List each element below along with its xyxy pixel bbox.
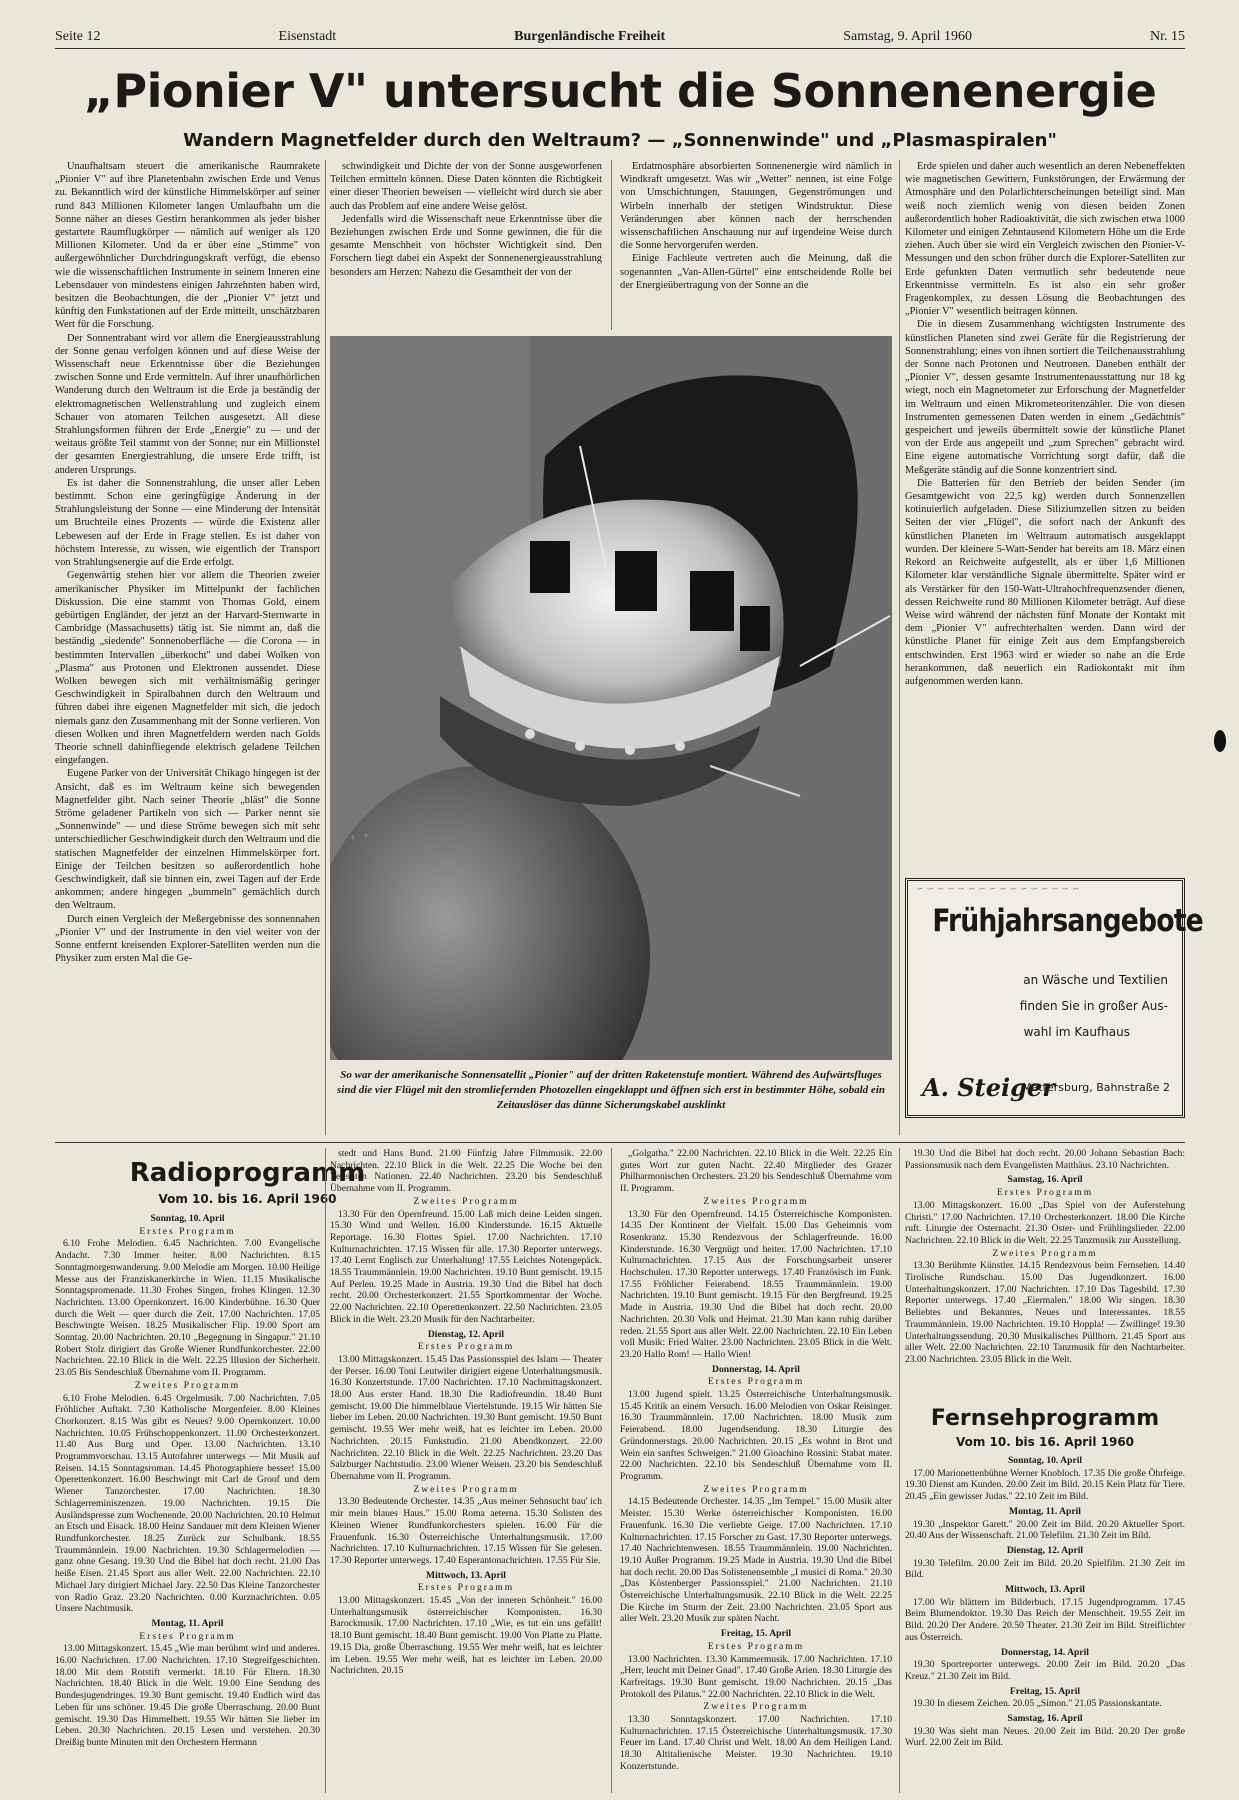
schedule-listing: 13.00 Mittagskonzert. 15.45 „Von der inneren Schönheit." 16.00 Unterhaltungsmusik österreichischer Komponisten. 16.30 Barockmusik. 17.00 Nachrichten. 17.10 „Wie, es tut ein uns gefällt! 18.10 Bunt gemischt. 18.40 Bunt gemischt. 19.00 Von Platte zu Platte. 19.15 Dia, große Überraschung. 19.55 Wer mehr weiß, hat es leichter im Leben. 19.55 Wer mehr weiß, hat es leichter im Leben. 20.00 Nachrichten. 20.15	[330, 1595, 602, 1677]
city: Eisenstadt	[278, 29, 337, 44]
radio-program-dates: Vom 10. bis 16. April 1960	[158, 1192, 337, 1206]
schedule-program-heading: Zweites Programm	[134, 1379, 241, 1391]
schedule-listing: 19.30 In diesem Zeichen. 20.05 „Simon." 21.05 Passionskantate.	[913, 1698, 1162, 1710]
column-divider	[611, 160, 612, 330]
schedule-listing: stedt und Hans Bund. 21.00 Fünfzig Jahre Filmmusik. 22.00 Nachrichten. 22.10 Blick in die Welt. 22.25 Die Woche bei den Vereinten Nationen. 22.40 Nachrichten. 23.20 bis Sendeschluß Übernahme vom II. Programm.	[330, 1148, 602, 1195]
tv-program-dates: Vom 10. bis 16. April 1960	[955, 1435, 1135, 1449]
schedule-program-heading: Zweites Programm	[413, 1483, 519, 1495]
schedule-day-heading: Donnerstag, 14. April	[1001, 1646, 1089, 1658]
ad-line-2: finden Sie in großer Aus-	[1019, 999, 1168, 1013]
column-divider	[899, 160, 900, 1135]
photo-caption: So war der amerikanische Sonnensatellit „Pionier" auf der dritten Raketenstufe montiert. Während des Aufwärtsfluges sind die vier Flügel mit den stromliefernden Photozellen eingeklappt und öffnen sich erst in bestimmter Höhe, sobald ein Zeitauslöser das dünne Sicherungskabel ausklinkt	[337, 1069, 885, 1111]
schedule-listing: 13.30 Bedeutende Orchester. 14.35 „Aus meiner Sehnsucht bau' ich mir mein blaues Haus." 15.00 Roma aeterna. 15.30 Solisten des Kleinen Wiener Rundfunkorchesters spielen. 16.00 Für die Frauenfunk. 16.30 Österreichische Unterhaltungsmusik. 17.00 Nachrichten. 17.10 Kulturnachrichten. 17.15 Wissen für Sie gelesen. 17.30 Reporter unterwegs. 17.40 Esperantonachrichten. 17.55 Für Sie.	[330, 1496, 602, 1566]
schedule-program-heading: Zweites Programm	[413, 1195, 519, 1207]
schedule-listing: 17.00 Wir blättern im Bilderbuch. 17.15 Jugendprogramm. 17.45 Beim Blumendoktor. 19.30 Das Reich der Menschheit. 19.55 Zeit im Bild. 20.20 Der Andere. 20.50 Theater. 21.30 Zeit im Bild. Streiflichter aus Österreich.	[905, 1596, 1185, 1643]
radio-column-4	[905, 1148, 1185, 1400]
ad-mirrored-text: ~ ~ ~ ~ ~ ~ ~ ~ ~ ~ ~ ~ ~ ~ ~ ~	[916, 883, 1080, 893]
schedule-program-heading: Zweites Programm	[992, 1247, 1098, 1259]
svg-text:‹ ›: ‹ ›	[348, 828, 371, 844]
schedule-program-heading: Erstes Programm	[417, 1341, 515, 1353]
schedule-day-heading: Samstag, 16. April	[1007, 1174, 1083, 1186]
satellite-photo	[330, 336, 892, 1060]
schedule-day-heading: Freitag, 15. April	[1009, 1685, 1081, 1697]
section-rule	[55, 1142, 1185, 1143]
schedule-program-heading: Erstes Programm	[417, 1582, 515, 1594]
schedule-listing: 19.30 Und die Bibel hat doch recht. 20.00 Johann Sebastian Bach: Passionsmusik nach dem Evangelisten Matthäus. 23.10 Nachrichten.	[905, 1148, 1185, 1171]
schedule-day-heading: Samstag, 16. April	[1007, 1713, 1083, 1725]
schedule-program-heading: Zweites Programm	[703, 1195, 809, 1207]
schedule-listing: 19.30 Telefilm. 20.00 Zeit im Bild. 20.20 Spielfilm. 21.30 Zeit im Bild.	[905, 1557, 1185, 1581]
schedule-listing: 13.30 Berühmte Künstler. 14.15 Rendezvous beim Fernsehen. 14.40 Tirolische Rundschau. 15.00 Das Jugendkonzert. 16.00 Unterhaltungskonzert. 17.00 Nachrichten. 17.10 Das Tagesbild. 17.30 Reporter unterwegs. 17.40 „Eiermalen." 18.00 Wir singen. 18.30 Beliebtes und Bekanntes, Neues und Interessantes. 18.55 Traummännlein. 19.00 Nachrichten. 19.10 Hoppla! — Zwillinge! 19.30 Unterhaltungssendung. 20.30 Musikalisches Püllhorn. 21.45 Sport aus aller Welt. 22.00 Nachrichten. 22.10 Tanzmusik für den Nachtarbeiter. 23.00 Nachrichten. 23.05 Blick in die Welt.	[905, 1260, 1185, 1365]
schedule-day-heading: Montag, 11. April	[151, 1617, 224, 1629]
schedule-day-heading: Donnerstag, 14. April	[712, 1363, 800, 1375]
article-paragraph: Es ist daher die Sonnenstrahlung, die unser aller Leben bestimmt. Schon eine geringfügige Änderung in der Strahlungsleistung der Sonne — eine Minderung der Intensität um Bruchteile eines Prozents — würde die Existenz aller Lebewesen auf der Erde in Frage stellen. Es ist daher von höchstem Interesse, zu wissen, wie eigentlich der Transport von Strahlungsenergie auf die Erde erfolgt.	[55, 477, 320, 569]
schedule-program-heading: Erstes Programm	[707, 1640, 805, 1652]
schedule-program-heading: Erstes Programm	[139, 1225, 236, 1237]
column-divider	[325, 1148, 326, 1793]
schedule-listing: 6.10 Frohe Melodien. 6.45 Orgelmusik. 7.00 Nachrichten. 7.05 Fröhlicher Auftakt. 7.30 Katholische Morgenfeier. 8.00 Kleines Chorkonzert. 8.15 Was gibt es Neues? 9.00 Opernkonzert. 10.00 Nachrichten. 10.05 Frühschoppenkonzert. 11.00 Orchesterkonzert. 11.40 Aus Burg und Oper. 13.00 Nachrichten. 13.10 Programmvorschau. 13.15 Autofahrer unterwegs — Mit Musik auf Reisen. 14.15 Sonntagsroman. 14.45 Photographiere besser! 15.00 Operettenkonzert. 16.00 Beschwingt mit Carl de Groof und dem Wiener Tanzorchester. 17.00 Nachrichten. 18.30 Schlagerreminiszenzen. 19.00 Nachrichten. 19.15 Die Ausländspresse zum Wochenende. 20.00 Nachrichten. 20.10 Helmut an Etsch und Eisack. 18.00 Heinz Sandauer mit dem Kleinen Wiener Rundfunkorchester. 18.25 Zurück zur Schulbank. 18.55 Traummännlein. 19.00 Nachrichten. 19.30 Schlagermelodien — ganz ohne Gesang. 19.30 Und die Bibel hat doch recht. 21.00 Das heiße Eisen. 21.45 Sport aus aller Welt. 22.00 Nachrichten. 22.10 Michael Jary dirigiert Michael Jary. 22.50 Das Kleine Tanzorchester von Radio Graz. 23.20 Nachrichten. 0.00 Kurznachrichten. 0.05 Unsere Nachtmusik.	[55, 1392, 320, 1615]
schedule-listing: 13.30 Sonntagskonzert. 17.00 Nachrichten. 17.10 Kulturnachrichten. 17.15 Österreichische Unterhaltungsmusik. 17.30 Feuer im Land. 17.40 Christ und Welt. 18.00 An dem Heiligen Land. 18.30 Altitalienische Meister. 19.30 Nachrichten. 19.10 Konzertstunde.	[620, 1714, 892, 1772]
masthead	[55, 26, 1185, 48]
binding-hole	[1214, 730, 1226, 752]
ad-address: Mattersburg, Bahnstraße 2	[1022, 1081, 1170, 1094]
schedule-day-heading: Dienstag, 12. April	[427, 1328, 505, 1340]
schedule-day-heading: Sonntag, 10. April	[1007, 1455, 1083, 1466]
schedule-listing: 19.30 „Inspektor Garett." 20.00 Zeit im Bild. 20.20 Aktueller Sport. 20.40 Aus der Wissenschaft. 21.00 Telefilm. 21.30 Zeit im Bild.	[905, 1518, 1185, 1542]
schedule-listing: 13.00 Mittagskonzert. 16.00 „Das Spiel von der Auferstehung Christi." 17.00 Nachrichten. 17.10 Orchesterkonzert. 18.00 Die Kirche ruft. Liturgie der Osternacht. 21.30 Oster- und Frühlingslieder. 22.00 Nachrichten. 22.10 Blick in die Welt. 22.25 Tanzmusik zur Ausstellung.	[905, 1199, 1185, 1246]
issue-date: Samstag, 9. April 1960	[843, 29, 972, 44]
schedule-listing: 13.00 Mittagskonzert. 15.45 Das Passionsspiel des Islam — Theater der Perser. 16.00 Toni Leutwiler dirigiert eigene Unterhaltungsmusik. 16.30 Konzertstunde. 17.00 Nachrichten. 17.10 Nachmittagskonzert. 18.00 Aus erster Hand. 18.30 Die Radiofreundin. 18.40 Bunt gemischt. 19.00 Die himmelblaue Viertelstunde. 19.15 Wir hätten Sie lieber im Leben. 20.00 Nachrichten. 19.30 Bunt gemischt. 19.50 Bunt gemischt. 19.55 Wer mehr weiß, hat es leichter im Leben. 20.00 Nachrichten. 20.15 Funkstudio. 21.00 Abendkonzert. 22.00 Nachrichten. 22.10 Blick in die Welt. 22.25 Nachrichten. 23.20 Das Salzburger Nachtstudio. 23.00 Wiener Weisen. 23.20 bis Sendeschluß Übernahme vom II. Programm.	[330, 1353, 602, 1482]
article-paragraph: schwindigkeit und Dichte der von der Sonne ausgeworfenen Teilchen ermitteln können. Diese Daten könnten die Richtigkeit einer dieser Theorien beweisen — vielleicht wird durch sie aber auch das Problem auf eine andere Weise gelöst.	[330, 161, 602, 212]
ad-shop-name: A. Steiger	[922, 1073, 1055, 1102]
article-paragraph: Eugene Parker von der Universität Chikago hingegen ist der Ansicht, daß es im Weltraum keine sich bewegenden Magnetfelder gibt. Nach seiner Theorie „bläst" die Sonne Ströme geladener Partikeln von sich — Parker nennt sie „Sonnenwinde" — und diese Ströme bewegen sich mit sehr unterschiedlicher Geschwindigkeit durch den Weltraum und die statischen Magnetfelder der einzelnen Himmelskörper fort. Einige der Teilchen besitzen so außerordentlich hohe Geschwindigkeit, daß sie binnen ein, zwei Tagen auf der Erde ankommen; andere hingegen „bummeln" gemächlich durch den Weltraum.	[55, 768, 320, 912]
radio-column-1	[55, 1210, 320, 1790]
article-paragraph: Unaufhaltsam steuert die amerikanische Raumrakete „Pionier V" auf ihre Planetenbahn zwischen Erde und Venus zu. Bekanntlich wird der künstliche Himmelskörper auf seiner rund 843 Millionen Kilometer langen Umlaufbahn um die Sonne näher an dieses Gestirn herankommen als jeder bisher gestartete Raumflugkörper — nämlich auf weniger als 120 Millionen Kilometer. Und da er über eine „Stimme" von außergewöhnlicher Durchdringungskraft verfügt, die ebenso wie die wissenschaftlichen Instrumente in seinem Inneren eine Lebensdauer von mindestens einigen Jahrzehnten haben wird, besitzen die Beobachtungen, die der „Pionier V" jetzt und künftig den Funkstationen auf der Erde mitteilt, unschätzbaren Wert für die Forschung.	[55, 161, 320, 331]
schedule-day-heading: Mittwoch, 13. April	[426, 1569, 506, 1581]
advertisement-box	[905, 878, 1203, 1118]
article-paragraph: Erdatmosphäre absorbierten Sonnenenergie wird nämlich in Windkraft umgesetzt. Was wir „Wetter" nennen, ist eine Folge von Umschichtungen, Stauungen, Gegenströmungen und Wirbeln innerhalb der stetigen Windstruktur. Diese Veränderungen aber können nach der herrschenden wissenschaftlichen Anschauung nur auf irgendeine Weise durch die Sonne hervorgerufen werden.	[620, 161, 892, 252]
column-divider	[325, 160, 326, 1135]
article-paragraph: Einige Fachleute vertreten auch die Meinung, daß die sogenannten „Van-Allen-Gürtel" eine entscheidende Rolle bei der Energieübertragung von der Sonne an die	[620, 253, 892, 291]
column-divider	[899, 1148, 900, 1793]
tv-program-list	[905, 1452, 1185, 1790]
schedule-listing: 13.00 Jugend spielt. 13.25 Österreichische Unterhaltungsmusik. 15.45 Kritik an einem Versuch. 16.00 Melodien von Oskar Reisinger. 16.30 Traummännlein. 17.00 Nachrichten. 18.00 Musik zum Feierabend. 18.00 Jugendsendung. 18.30 Liturgie des Gründonnerstags. 20.00 Nachrichten. 20.15 „Es wohnt in Brot und Wein ein sanftes Schweigen." 21.00 Gioachino Rossini: Stabat mater. 22.00 Nachrichten. 22.10 bis Sendeschluß Übernahme vom II. Programm.	[620, 1389, 892, 1482]
schedule-listing: 13.00 Nachrichten. 13.30 Kammermusik. 17.00 Nachrichten. 17.10 „Herr, leucht mit Deiner Gnad". 17.40 Große Arien. 18.30 Liturgie des Karfreitags. 19.30 Bunt gemischt. 19.00 Nachrichten. 20.15 „Das Protokoll des Pilatus." 22.00 Nachrichten. 22.10 Blick in die Welt.	[620, 1653, 892, 1700]
radio-column-2	[330, 1148, 602, 1790]
radio-column-3	[620, 1148, 892, 1790]
schedule-day-heading: Montag, 11. April	[1009, 1505, 1081, 1517]
article-paragraph: Gegenwärtig stehen hier vor allem die Theorien zweier amerikanischer Physiker im Mittelpunkt der fachlichen Diskussion. Die eine stammt von Thomas Gold, einem gebürtigen Engländer, der jetzt an der Harvard-Sternwarte in Cambridge (Massachusetts) tätig ist. Sie nimmt an, daß die beständig „siedende" Sonnenoberfläche — die Corona — in bestimmten Intervallen „überkocht" und dabei Wolken von „Plasma" aus Protonen und Elektronen aussendet. Diese Wolken bewegen sich mit verhältnismäßig geringer Geschwindigkeit in Spiralbahnen durch den Weltraum und führen dabei ihre eigenen Magnetfelder mit sich, die jedoch niemals ganz den Zusammenhang mit der Sonne verlieren. Von diesen Wolken und ihren Magnetfeldern werden nach Golds Theorie schnell dahinfliegende elektrisch geladene Teilchen eingefangen.	[55, 570, 320, 767]
schedule-listing: 13.30 Für den Opernfreund. 15.00 Laß mich deine Leiden singen. 15.30 Wind und Wellen. 16.00 Kinderstunde. 16.15 Aktuelle Reportage. 16.30 Flottes Spiel. 17.00 Nachrichten. 17.10 Kulturnachrichten. 17.15 Wissen für alle. 17.30 Reporter unterwegs. 17.40 Lernt Englisch zur Unterhaltung! 17.55 Leichtes Notengepäck. 18.55 Traummännlein. 19.00 Nachrichten. 19.10 Bunt gemischt. 19.15 Auf Perlen. 19.25 Made in Austria. 19.30 Und die Bibel hat doch recht. 20.00 Orchesterkonzert. 21.55 Sportkommentar der Woche. 22.00 Nachrichten. 22.10 Operettenkonzert. 22.50 Nachrichten. 23.05 Blick in die Welt. 23.20 Musik für den Nachtarbeiter.	[330, 1208, 602, 1325]
schedule-day-heading: Freitag, 15. April	[720, 1628, 792, 1640]
schedule-listing: 17.00 Marionettenbühne Werner Knobloch. 17.35 Die große Öhrfeige. 19.30 Dienst am Kunden. 20.00 Zeit im Bild. 20.15 Kein Platz für Tiere. 20.45 „Ein gewisser Judas." 22.10 Zeit im Bild.	[905, 1467, 1185, 1503]
masthead-rule	[55, 48, 1185, 49]
schedule-listing: 19.30 Was sieht man Neues. 20.00 Zeit im Bild. 20.20 Der große Wurf. 22.00 Zeit im Bild.	[905, 1725, 1185, 1749]
article-paragraph: Die in diesem Zusammenhang wichtigsten Instrumente des künstlichen Planeten sind zwei Geräte für die Registrierung der Sonnenstrahlung; eines von ihnen sortiert die Teilchenausstrahlung der Sonne nach Protonen und Neutronen. Daneben enthält der „Pionier V", dessen gesamte Instrumentenausstattung nur 18 kg wiegt, noch ein Magnetometer zur Erforschung der Magnetfelder im Weltraum und einen Mikrometeoritenzähler. Die von diesen Instrumenten gemessenen Daten werden in einem „Gedächtnis" gespeichert und jeweils übermittelt sowie der künstliche Planet von der Erde aus angepeilt und „zum Sprechen" gebracht wird. Eine eigene automatische Vorrichtung sorgt dafür, daß die Meßgeräte ständig auf die Sonne konzentriert sind.	[905, 319, 1185, 476]
article-column-4	[905, 160, 1185, 872]
schedule-program-heading: Erstes Programm	[707, 1376, 805, 1388]
tv-program-title: Fernsehprogramm	[930, 1406, 1160, 1431]
schedule-day-heading: Mittwoch, 13. April	[1005, 1584, 1085, 1596]
schedule-listing: „Golgatha." 22.00 Nachrichten. 22.10 Blick in die Welt. 22.25 Ein gutes Wort zur guten Nacht. 22.40 Mitglieder des Grazer Philharmonischen Orchesters. 23.20 bis Sendeschluß Übernahme vom II. Programm.	[620, 1148, 892, 1195]
schedule-listing: 19.30 Sportreporter unterwegs. 20.00 Zeit im Bild. 20.20 „Das Kreuz." 21.30 Zeit im Bild.	[905, 1659, 1185, 1682]
schedule-program-heading: Zweites Programm	[703, 1483, 809, 1495]
article-subhead: Wandern Magnetfelder durch den Weltraum? — „Sonnenwinde" und „Plasmaspiralen"	[183, 130, 1057, 151]
schedule-day-heading: Dienstag, 12. April	[1006, 1544, 1084, 1556]
newspaper-name: Burgenländische Freiheit	[514, 29, 666, 44]
article-headline: „Pionier V" untersucht die Sonnenenergie	[83, 64, 1157, 118]
article-paragraph: Erde spielen und daher auch wesentlich an deren Nebeneffekten wie magnetischen Gewittern, Funkstörungen, der Erwärmung der Atmosphäre und den Polarlichterscheinungen beteiligt sind. Man weiß noch ziemlich wenig von diesen beiden Zonen außerordentlich hoher Radioaktivität, die sich zwischen etwa 1000 Kilometer und einigen Zehntausend Kilometern Höhe um die Erde ziehen. Auch über sie wird ein Vergleich zwischen den Pionier-V-Messungen und den schon früher durch die Explorer-Satelliten zur Erde gefunkten Daten vermutlich sehr bedeutende neue Erkenntnisse vermitteln. Es ist also ein sehr großer Fragenkomplex, zu dessen Lösung die Beobachtungen des „Pionier V" wesentlich beitragen können.	[905, 161, 1185, 318]
article-column-1	[55, 160, 320, 1132]
ad-line-1: an Wäsche und Textilien	[1023, 973, 1168, 987]
schedule-listing: 6.10 Frohe Melodien. 6.45 Nachrichten. 7.00 Evangelische Andacht. 7.30 Immer heiter. 8.00 Nachrichten. 8.15 Sonntagmorgenwanderung. 9.00 Melodie am Morgen. 10.00 Heilige Messe aus der Franziskanerkirche in Wien. 11.15 Musikalische Sonntagspromenade. 11.30 Frohes Singen, frohes Klingen. 12.30 Nachrichten. 13.00 Opernkonzert. 16.00 Kinderbühne. 16.30 Quer durch die Welt — quer durch die Zeit. 17.00 Nachrichten. 17.05 Beschwingte Weisen. 18.25 Musikalischer Flip. 19.00 Sport am Sonntag. 20.00 Nachrichten. 20.10 „Begegnung in Singapur." 21.10 Robert Stolz dirigiert das Große Wiener Rundfunkorchester. 22.00 Nachrichten. 22.10 Blick in die Welt. 22.25 Illusion der Sicherheit. 23.05 Bis Sendeschluß Übernahme vom II. Programm.	[55, 1238, 320, 1379]
radio-program-title: Radioprogramm	[129, 1158, 366, 1188]
column-divider	[611, 1148, 612, 1793]
page-number: Seite 12	[55, 29, 101, 44]
schedule-listing: 14.15 Bedeutende Orchester. 14.35 „Im Tempel." 15.00 Musik alter Meister. 15.30 Werke österreichischer Komponisten. 16.00 Frauenfunk. 16.30 Die verliebte Geige. 17.00 Nachrichten. 17.10 Kulturnachrichten. 17.15 Forscher zu Gast. 17.30 Reporter unterwegs. 17.40 Nachrichtenwesen. 18.55 Traummännlein. 19.00 Nachrichten. 19.10 Äußer Programm. 19.25 Made in Austria. 19.30 Und die Bibel hat doch recht. 20.00 Das Solistenensemble „I musici di Roma." 20.30 „Das Köstenberger Passionsspiel." 21.00 Nachrichten. 21.10 Österreichische Unterhaltungsmusik. 22.10 Blick in die Welt. 22.25 Die Kirche im Sturm der Zeit. 23.00 Nachrichten. 23.05 Sport aus aller Welt. 23.20 Musik zur späten Nacht.	[620, 1496, 892, 1625]
article-column-2	[330, 160, 602, 330]
schedule-program-heading: Zweites Programm	[703, 1701, 809, 1713]
schedule-day-heading: Sonntag, 10. April	[150, 1213, 225, 1224]
pioneer-satellite-illustration	[330, 336, 892, 1060]
ad-title: Frühjahrsangebote	[932, 903, 1203, 939]
article-paragraph: Durch einen Vergleich der Meßergebnisse des sonnennahen „Pionier V" und der Instrumente in den viel weiter von der Sonne entfernt kreisenden Explorer-Satelliten werden nun die Physiker zum ersten Mal die Ge-	[55, 913, 320, 965]
schedule-listing: 13.30 Für den Opernfreund. 14.15 Österreichische Komponisten. 14.35 Der Kontinent der Vielfalt. 15.00 Das Geheimnis vom Rosenkranz. 15.30 Rendezvous der Schlagerfreunde. 16.00 Kinderstunde. 16.30 Vergnügt und heiter. 17.00 Nachrichten. 17.10 Kulturnachrichten. 17.15 Aus der Forschungsarbeit unserer Hochschulen. 17.30 Reporter unterwegs. 17.40 Französisch im Funk. 17.55 Fröhlicher Feierabend. 18.55 Traummännlein. 19.00 Nachrichten. 19.10 Bunt gemischt. 19.15 Für den Bergfreund. 19.25 Made in Austria. 19.30 Und die Bibel hat doch recht. 20.00 Nachrichten. 20.30 Volk und Heimat. 21.30 Man kann ruhig darüber reden. 21.55 Sport aus aller Welt. 22.00 Nachrichten. 22.10 Ein Leben voll Musik: Fried Walter. 23.00 Nachrichten. 23.05 Blick in die Welt. 23.20 Hallo Rom! — Hallo Wien!	[620, 1208, 892, 1360]
issue-number: Nr. 15	[1150, 29, 1185, 44]
schedule-program-heading: Erstes Programm	[139, 1630, 236, 1642]
article-paragraph: Die Batterien für den Betrieb der beiden Sender (im Gesamtgewicht von 22,5 kg) werden durch Sonnenzellen kotinuierlich aufgeladen. Diese Siliziumzellen sitzen zu beiden Seiten der vier „Flügel", die sofort nach der Ankunft des künstlichen Planeten im Weltraum automatisch ausgeklappt wurden. Der kleinere 5-Watt-Sender hat bereits am 18. März einen Rekord an Reichweite aufgestellt, als er über 1,6 Millionen Kilometer klar verständliche Signale übermittelte. Später wird er als Verstärker für den 150-Watt-Ultrahochfrequenzsender dienen, dessen Reichweite rund 80 Millionen Kilometer beträgt. Auf diese Weise wird während der nächsten fünf Monate der Kontakt mit dem „Pionier V" aufrechterhalten werden. Dann wird der künstliche Planet für einige Zeit aus dem Empfangsbereich entschwinden. Erst 1963 wird er wieder so nahe an die Erde herankommen, daß neuerlich ein Radiokontakt mit ihm aufgenommen werden kann.	[905, 477, 1185, 687]
article-paragraph: Der Sonnentrabant wird vor allem die Energieausstrahlung der Sonne genau verfolgen können und auf diese Weise der Wissenschaft neue Erkenntnisse über die Beziehungen zwischen Sonne und Erde vermitteln. Auf ihrer unaufhörlichen Wanderung durch den Weltraum ist die Erde ja beständig der elektromagnetischen Wellenstrahlung und zugleich einem Schauer von atomaren Teilchen ausgesetzt. All diese Strahlungsformen führen der Erde „Energie" zu — und der weitaus größte Teil stammt von der Sonne; nur ein Millionstel der gesamten Energiestrahlung, die unsere Erde trifft, ist anderen Ursprungs.	[55, 332, 320, 476]
ad-line-3: wahl im Kaufhaus	[1023, 1025, 1130, 1039]
schedule-program-heading: Erstes Programm	[996, 1187, 1094, 1199]
article-paragraph: Jedenfalls wird die Wissenschaft neue Erkenntnisse über die Beziehungen zwischen Erde und Sonne gewinnen, die für die gesamte Menschheit von höchster Wichtigkeit sind. Den Forschern liegt dabei ein Aspekt der Sonnenenergieausstrahlung besonders am Herzen: Nahezu die Gesamtheit der von der	[330, 213, 602, 278]
article-column-3	[620, 160, 892, 330]
schedule-listing: 13.00 Mittagskonzert. 15.45 „Wie man berühmt wird und anderes. 16.00 Nachrichten. 17.00 Nachrichten. 17.10 Stegreifgeschichten. 18.00 Mit dem Rotstift vermerkt. 18.10 Für Eltern. 18.30 Nachrichten. 18.40 Blick in die Welt. 19.00 Eine Sendung des Bundesjugendringes. 19.30 Bunt gemischt. 19.40 Endlich wird das Leben für uns schöner. 19.45 Die große Überraschung. 20.00 Bunt gemischt. 19.30 Das Himmelbett. 19.55 Wir hätten Sie lieber im Leben. 20.30 Nachrichten. 20.15 Lesen und verstehen. 20.30 Dreißig bunte Minuten mit den Orchestern Hermann	[55, 1643, 320, 1748]
